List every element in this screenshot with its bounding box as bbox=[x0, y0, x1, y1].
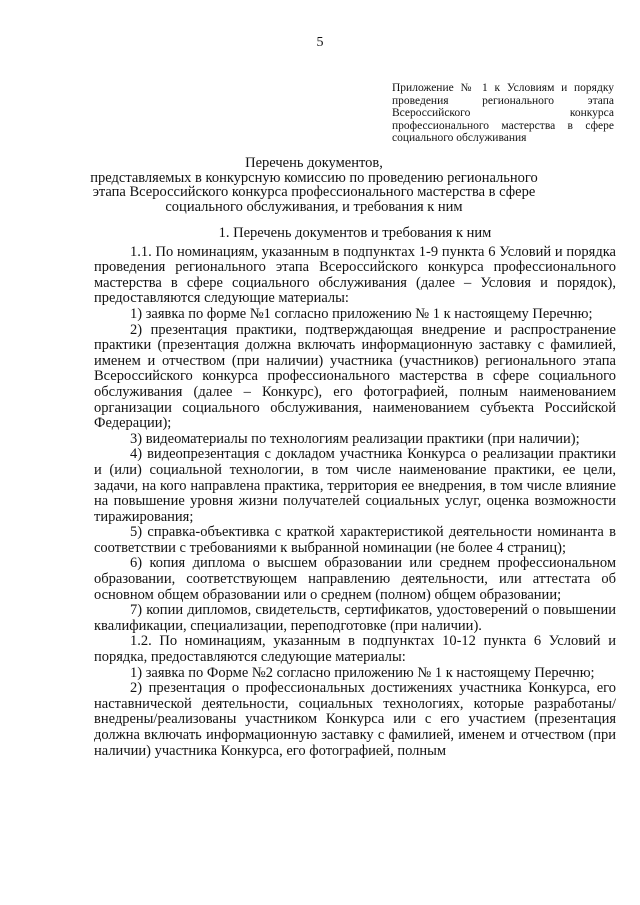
paragraph: 1.1. По номинациям, указанным в подпунктах 1-9 пункта 6 Условий и порядка проведения регионального этапа Всероссийского конкурса профессионального мастерства в сфере социального обслуживания (далее – Условия и порядок), предоставляются следующие материалы: bbox=[94, 243, 616, 307]
section-heading: 1. Перечень документов и требования к ним bbox=[218, 225, 492, 241]
paragraph: 4) видеопрезентация с докладом участника Конкурса о реализации практики и (или) социальной технологии, в том числе наименование практики, ее цели, задачи, на кого направлена практика, территория ее внедрения, в том числе влияние на повышение уровня жизни получателей социальных услуг, оценка возможности тиражирования; bbox=[94, 446, 616, 525]
paragraph: 1.2. По номинациям, указанным в подпунктах 10-12 пункта 6 Условий и порядка, предоставляются следующие материалы: bbox=[94, 633, 616, 666]
paragraph: 1) заявка по Форме №2 согласно приложению № 1 к настоящему Перечню; bbox=[130, 664, 595, 681]
paragraph: 1) заявка по форме №1 согласно приложению № 1 к настоящему Перечню; bbox=[130, 305, 593, 322]
title-line-2: представляемых в конкурсную комиссию по проведению регионального этапа Всероссийского конкурса профессионального мастерства в сфере социального обслуживания, и требования к ним bbox=[90, 169, 538, 215]
paragraph: 2) презентация о профессиональных достижениях участника Конкурса, его наставнической деятельности, социальных технологиях, которые разработаны/внедрены/реализованы участником Конкурса или с его участием (презентация должна включать информационную заставку с фамилией, именем и отчеством (при наличии) участника Конкурса, его фотографией, полным bbox=[94, 680, 616, 759]
appendix-note: Приложение № 1 к Условиям и порядку проведения регионального этапа Всероссийского конкурса профессионального мастерства в сфере социального обслуживания bbox=[392, 82, 614, 144]
paragraph: 6) копия диплома о высшем образовании или среднем профессиональном образовании, соответствующем направлению деятельности, или аттестата об основном общем образовании или о среднем (полном) общем образовании; bbox=[94, 555, 616, 603]
paragraph: 5) справка-объективка с краткой характеристикой деятельности номинанта в соответствии с требованиями к выбранной номинации (не более 4 страниц); bbox=[94, 524, 616, 556]
document-body bbox=[94, 226, 616, 759]
paragraph: 2) презентация практики, подтверждающая внедрение и распространение практики (презентация должна включать информационную заставку с фамилией, именем и отчеством (при наличии) участника (участников) регионального этапа Всероссийского конкурса профессионального мастерства в сфере социального обслуживания (далее – Конкурс), его фотографией, полным наименованием организации социального обслуживания, наименованием субъекта Российской Федерации); bbox=[94, 321, 616, 432]
title-line-1: Перечень документов, bbox=[245, 155, 383, 171]
page-number: 5 bbox=[316, 35, 324, 50]
paragraph: 3) видеоматериалы по технологиям реализации практики (при наличии); bbox=[130, 430, 580, 447]
paragraph: 7) копии дипломов, свидетельств, сертификатов, удостоверений о повышении квалификации, специализации, переподготовке (при наличии). bbox=[94, 602, 616, 634]
document-title bbox=[90, 156, 538, 214]
